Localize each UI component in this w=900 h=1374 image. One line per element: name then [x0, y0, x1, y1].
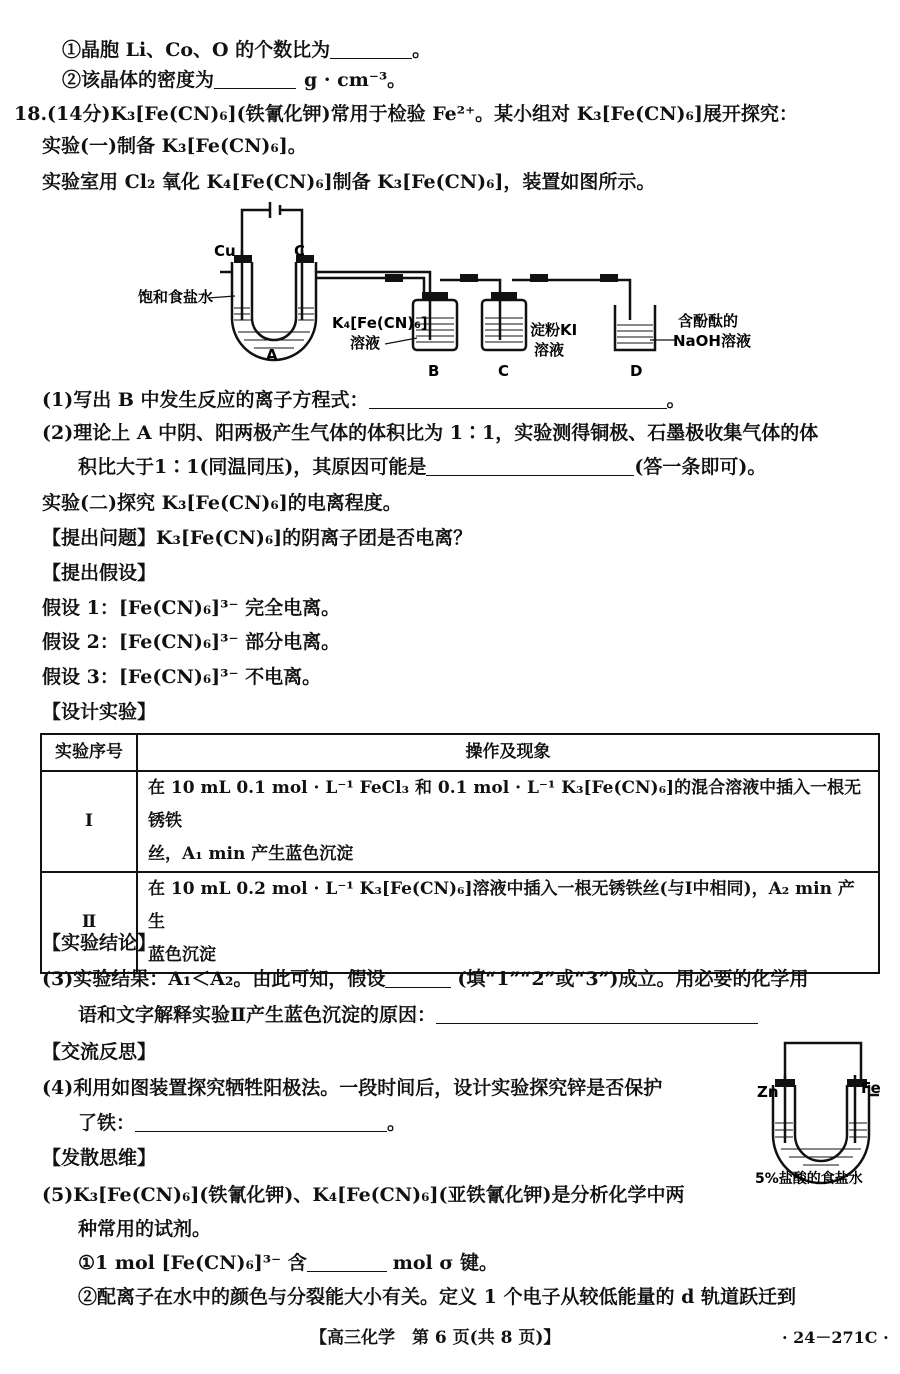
answer-blank[interactable] [214, 70, 296, 89]
liquid-label: 5%盐酸的食盐水 [755, 1171, 863, 1187]
experiment-1-title: 实验(一)制备 K₃[Fe(CN)₆]。 [42, 135, 307, 157]
reflection-heading: 【交流反思】 [42, 1041, 157, 1063]
answer-blank[interactable] [426, 457, 634, 476]
zn-label: Zn [757, 1083, 779, 1101]
question-2-line2: 积比大于1∶1(同温同压)，其原因可能是 (答一条即可)。 [78, 456, 767, 478]
question-5-line2: 种常用的试剂。 [78, 1218, 212, 1240]
question-5-sub2: ②配离子在水中的颜色与分裂能大小有关。定义 1 个电子从较低能量的 d 轨道跃迁到 [78, 1286, 796, 1308]
question-18-stem: 18.(14分)K₃[Fe(CN)₆](铁氰化钾)常用于检验 Fe²⁺。某小组对 K₃[Fe(CN)₆]展开探究： [14, 103, 798, 125]
row-number: Ⅱ [41, 872, 137, 973]
conclusion-heading: 【实验结论】 [42, 932, 157, 954]
fe-label: Fe [861, 1079, 881, 1097]
question-1: (1)写出 B 中发生反应的离子方程式： 。 [42, 389, 686, 411]
c-electrode-label: C [294, 242, 306, 260]
table-header-no: 实验序号 [41, 734, 137, 771]
hypothesis-1: 假设 1：[Fe(CN)₆]³⁻ 完全电离。 [42, 597, 341, 619]
naoh-label: 含酚酞的 [678, 312, 739, 330]
k4-label: K₄[Fe(CN)₆] [332, 314, 428, 332]
answer-blank[interactable] [330, 40, 412, 59]
row-number: Ⅰ [41, 771, 137, 872]
hypothesis-2: 假设 2：[Fe(CN)₆]³⁻ 部分电离。 [42, 631, 341, 653]
row-operation: 在 10 mL 0.2 mol · L⁻¹ K₃[Fe(CN)₆]溶液中插入一根无锈铁丝(与Ⅰ中相同)，A₂ min 产生 蓝色沉淀 [137, 872, 879, 973]
divergent-heading: 【发散思维】 [42, 1147, 157, 1169]
brine-label: 饱和食盐水 [138, 288, 214, 306]
hypothesis-3: 假设 3：[Fe(CN)₆]³⁻ 不电离。 [42, 666, 322, 688]
ki-solution-label: 溶液 [534, 341, 565, 359]
paper-code: · 24－271C · [782, 1328, 889, 1347]
cu-label: Cu [214, 242, 236, 260]
table-row [41, 872, 879, 973]
question-5-line1: (5)K₃[Fe(CN)₆](铁氰化钾)、K₄[Fe(CN)₆](亚铁氰化钾)是分析化学中两 [42, 1184, 685, 1206]
answer-blank[interactable] [369, 390, 667, 409]
apparatus-b-label: B [428, 362, 440, 380]
experiment-2-title: 实验(二)探究 K₃[Fe(CN)₆]的电离程度。 [42, 492, 402, 514]
ki-label: 淀粉KI [530, 321, 578, 339]
experiment-table [40, 733, 880, 974]
question-4-line1: (4)利用如图装置探究牺牲阳极法。一段时间后，设计实验探究锌是否保护 [42, 1077, 663, 1099]
table-header-operation: 操作及现象 [137, 734, 879, 771]
question-4-line2: 了铁： 。 [78, 1112, 407, 1134]
apparatus-c-label: C [498, 362, 510, 380]
answer-blank[interactable] [307, 1253, 387, 1272]
problem-statement: 【提出问题】K₃[Fe(CN)₆]的阴离子团是否电离？ [42, 527, 473, 549]
apparatus-a-label: A [266, 346, 278, 364]
page-footer: 【高三化学 第 6 页(共 8 页)】 [310, 1328, 561, 1348]
answer-blank[interactable] [436, 1005, 758, 1024]
apparatus-figure [130, 200, 780, 385]
k4-solution-label: 溶液 [350, 334, 381, 352]
line-density: ②该晶体的密度为 g · cm⁻³。 [62, 69, 407, 91]
question-2-line1: (2)理论上 A 中阴、阳两极产生气体的体积比为 1∶1，实验测得铜极、石墨极收集气体的体 [42, 422, 819, 444]
table-row [41, 771, 879, 872]
apparatus-d-label: D [630, 362, 643, 380]
question-3-line1: (3)实验结果：A₁＜A₂。由此可知，假设 (填“1”“2”或“3”)成立。用必要的化学用 [42, 968, 809, 990]
experiment-1-desc: 实验室用 Cl₂ 氧化 K₄[Fe(CN)₆]制备 K₃[Fe(CN)₆]，装置如图所示。 [42, 171, 656, 193]
line-ratio: ①晶胞 Li、Co、O 的个数比为 。 [62, 39, 432, 61]
hypothesis-heading: 【提出假设】 [42, 562, 157, 584]
answer-blank[interactable] [385, 969, 451, 988]
design-heading: 【设计实验】 [42, 701, 157, 723]
question-3-line2: 语和文字解释实验Ⅱ产生蓝色沉淀的原因： [78, 1003, 758, 1027]
naoh-solution-label: NaOH溶液 [673, 332, 751, 350]
question-5-sub1: ①1 mol [Fe(CN)₆]³⁻ 含 mol σ 键。 [78, 1252, 498, 1274]
answer-blank[interactable] [135, 1113, 387, 1132]
row-operation: 在 10 mL 0.1 mol · L⁻¹ FeCl₃ 和 0.1 mol · L⁻¹ K₃[Fe(CN)₆]的混合溶液中插入一根无锈铁 丝，A₁ min 产生蓝色沉淀 [137, 771, 879, 872]
sacrificial-anode-figure [755, 1035, 890, 1190]
